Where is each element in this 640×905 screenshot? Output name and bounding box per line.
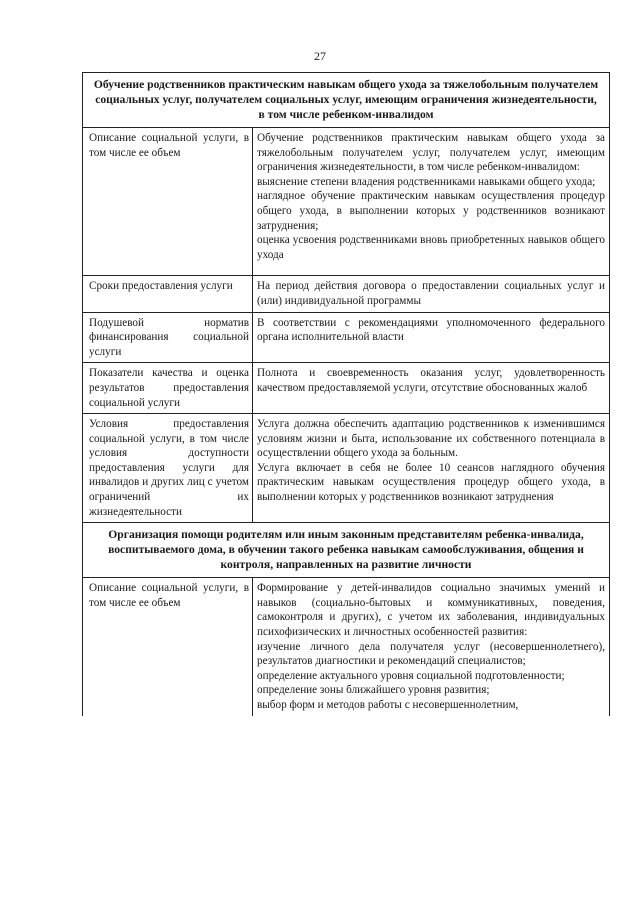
row-value bbox=[253, 128, 609, 275]
paragraph: Формирование у детей-инвалидов социально значимых умений и навыков (социально-бытовых и коммуникативных, поведения, самоконтроля и других), с учетом их заболевания, индивидуальных психофизических и личностных особенностей развития: bbox=[257, 582, 605, 639]
paragraph: определение зоны ближайшего уровня развития; bbox=[257, 684, 490, 697]
row-label: Условия предоставления социальной услуги, в том числе условия доступности предоставления услуги для инвалидов и других лиц с учетом ограничений их жизнедеятельности bbox=[83, 414, 253, 522]
row-value bbox=[253, 313, 609, 363]
row-value bbox=[253, 363, 609, 413]
paragraph: Полнота и своевременность оказания услуг, удовлетворенность качеством предоставляемой услуги, отсутствие обоснованных жалоб bbox=[257, 367, 605, 394]
row-label: Подушевой норматив финансирования социальной услуги bbox=[83, 313, 253, 363]
table-row bbox=[83, 363, 609, 414]
row-label: Показатели качества и оценка результатов предоставления социальной услуги bbox=[83, 363, 253, 413]
row-label: Сроки предоставления услуги bbox=[83, 276, 253, 311]
paragraph: оценка усвоения родственниками вновь приобретенных навыков общего ухода bbox=[257, 234, 605, 261]
table-row bbox=[83, 578, 609, 715]
row-value bbox=[253, 578, 609, 715]
paragraph: Услуга должна обеспечить адаптацию родственников к изменившимся условиям жизни и быта, использование их собственного потенциала в осуществлении общего ухода за больным. bbox=[257, 418, 605, 460]
paragraph: В соответствии с рекомендациями уполномоченного федерального органа исполнительной власти bbox=[257, 316, 605, 344]
paragraph: изучение личного дела получателя услуг (несовершеннолетнего), результатов диагностики и рекомендаций специалистов; bbox=[257, 640, 605, 668]
paragraph: наглядное обучение практическим навыкам осуществления процедур общего ухода, в выполнении которых у родственников возникают затруднения; bbox=[257, 190, 605, 232]
row-label: Описание социальной услуги, в том числе ее объем bbox=[83, 578, 253, 715]
row-value bbox=[253, 276, 609, 311]
page-number: 27 bbox=[314, 49, 326, 63]
table-row bbox=[83, 128, 609, 276]
table-row bbox=[83, 414, 609, 523]
services-table bbox=[82, 72, 610, 716]
table-row bbox=[83, 276, 609, 312]
row-value bbox=[253, 414, 609, 522]
paragraph: выяснение степени владения родственниками навыками общего ухода; bbox=[257, 175, 596, 188]
section-title: Обучение родственников практическим навыкам общего ухода за тяжелобольным получателем социальных услуг, получателем социальных услуг, имеющим ограничения жизнедеятельности, в том числе ребенком-инвалидом bbox=[83, 73, 609, 128]
paragraph: На период действия договора о предоставлении социальных услуг и (или) индивидуальной программы bbox=[257, 280, 605, 307]
paragraph: определение актуального уровня социальной подготовленности; bbox=[257, 669, 565, 682]
paragraph: Услуга включает в себя не более 10 сеансов наглядного обучения практическим навыкам осуществления процедур общего ухода, в выполнении которых у родственников возникают затруднения bbox=[257, 461, 605, 504]
table-row bbox=[83, 313, 609, 364]
section-title: Организация помощи родителям или иным законным представителям ребенка-инвалида, воспитываемого дома, в обучении такого ребенка навыкам самообслуживания, общения и контроля, направленных на развитие личности bbox=[83, 523, 609, 578]
row-label: Описание социальной услуги, в том числе ее объем bbox=[83, 128, 253, 275]
paragraph: Обучение родственников практическим навыкам общего ухода за тяжелобольным получателем услуг, получателем услуг, имеющим ограничения жизнедеятельности, в том числе ребенком-инвалидом: bbox=[257, 132, 605, 174]
paragraph: выбор форм и методов работы с несовершеннолетним, bbox=[257, 699, 519, 711]
